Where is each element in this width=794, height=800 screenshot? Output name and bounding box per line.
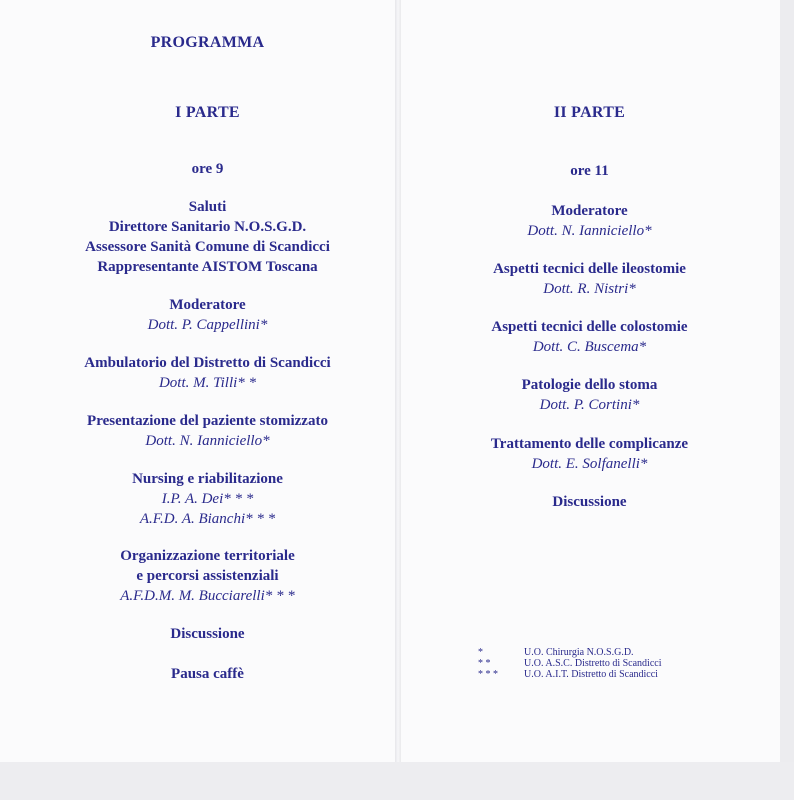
- legend-row: [478, 658, 718, 669]
- page-fold: [395, 0, 401, 762]
- session-title: Trattamento delle complicanze: [490, 436, 689, 452]
- left-page: [20, 0, 395, 762]
- session-speaker: Dott. C. Buscema*: [532, 339, 647, 355]
- session-speaker: Dott. E. Solfanelli*: [531, 456, 648, 472]
- session-title: Organizzazione territoriale: [120, 548, 295, 564]
- legend-mark: * *: [478, 658, 491, 669]
- session-speaker: Dott. N. Ianniciello*: [145, 433, 270, 449]
- program-title: PROGRAMMA: [150, 34, 265, 51]
- session-title: Moderatore: [551, 203, 628, 219]
- session-title: Nursing e riabilitazione: [132, 471, 283, 487]
- discussion-label: Discussione: [552, 494, 627, 510]
- legend-label: U.O. Chirurgia N.O.S.G.D.: [524, 647, 634, 658]
- scan-edge-bottom: [0, 762, 794, 800]
- affiliation-legend: [478, 647, 718, 680]
- coffee-break-label: Pausa caffè: [171, 666, 244, 682]
- session-speaker: Dott. M. Tilli* *: [158, 375, 257, 391]
- session-speaker: Dott. P. Cappellini*: [147, 317, 268, 333]
- greeting-line: Saluti: [188, 199, 227, 215]
- greeting-line: Assessore Sanità Comune di Scandicci: [85, 239, 330, 255]
- legend-label: U.O. A.S.C. Distretto di Scandicci: [524, 658, 662, 669]
- greeting-line: Rappresentante AISTOM Toscana: [97, 259, 318, 275]
- session-speaker: Dott. R. Nistri*: [543, 281, 636, 297]
- session-title: e percorsi assistenziali: [136, 568, 279, 584]
- session-title: Aspetti tecnici delle colostomie: [491, 319, 688, 335]
- session-speaker: Dott. P. Cortini*: [539, 397, 640, 413]
- legend-mark: * * *: [478, 669, 498, 680]
- session-title: Ambulatorio del Distretto di Scandicci: [84, 355, 331, 371]
- part-one-time: ore 9: [191, 161, 224, 177]
- legend-row: [478, 669, 718, 680]
- session-speaker: I.P. A. Dei* * *: [161, 491, 254, 507]
- legend-row: [478, 647, 718, 658]
- legend-mark: *: [478, 647, 483, 658]
- session-speaker: A.F.D. A. Bianchi* * *: [139, 511, 276, 527]
- greeting-line: Direttore Sanitario N.O.S.G.D.: [108, 219, 307, 235]
- legend-label: U.O. A.I.T. Distretto di Scandicci: [524, 669, 658, 680]
- session-title: Aspetti tecnici delle ileostomie: [493, 261, 686, 277]
- part-two-time: ore 11: [570, 163, 609, 179]
- session-title: Patologie dello stoma: [521, 377, 658, 393]
- session-title: Moderatore: [169, 297, 246, 313]
- part-two-title: II PARTE: [553, 104, 626, 121]
- session-title: Presentazione del paziente stomizzato: [87, 413, 328, 429]
- session-speaker: A.F.D.M. M. Bucciarelli* * *: [120, 588, 295, 604]
- part-one-title: I PARTE: [175, 104, 240, 121]
- session-speaker: Dott. N. Ianniciello*: [527, 223, 652, 239]
- scan-edge-right: [780, 0, 794, 800]
- discussion-label: Discussione: [170, 626, 245, 642]
